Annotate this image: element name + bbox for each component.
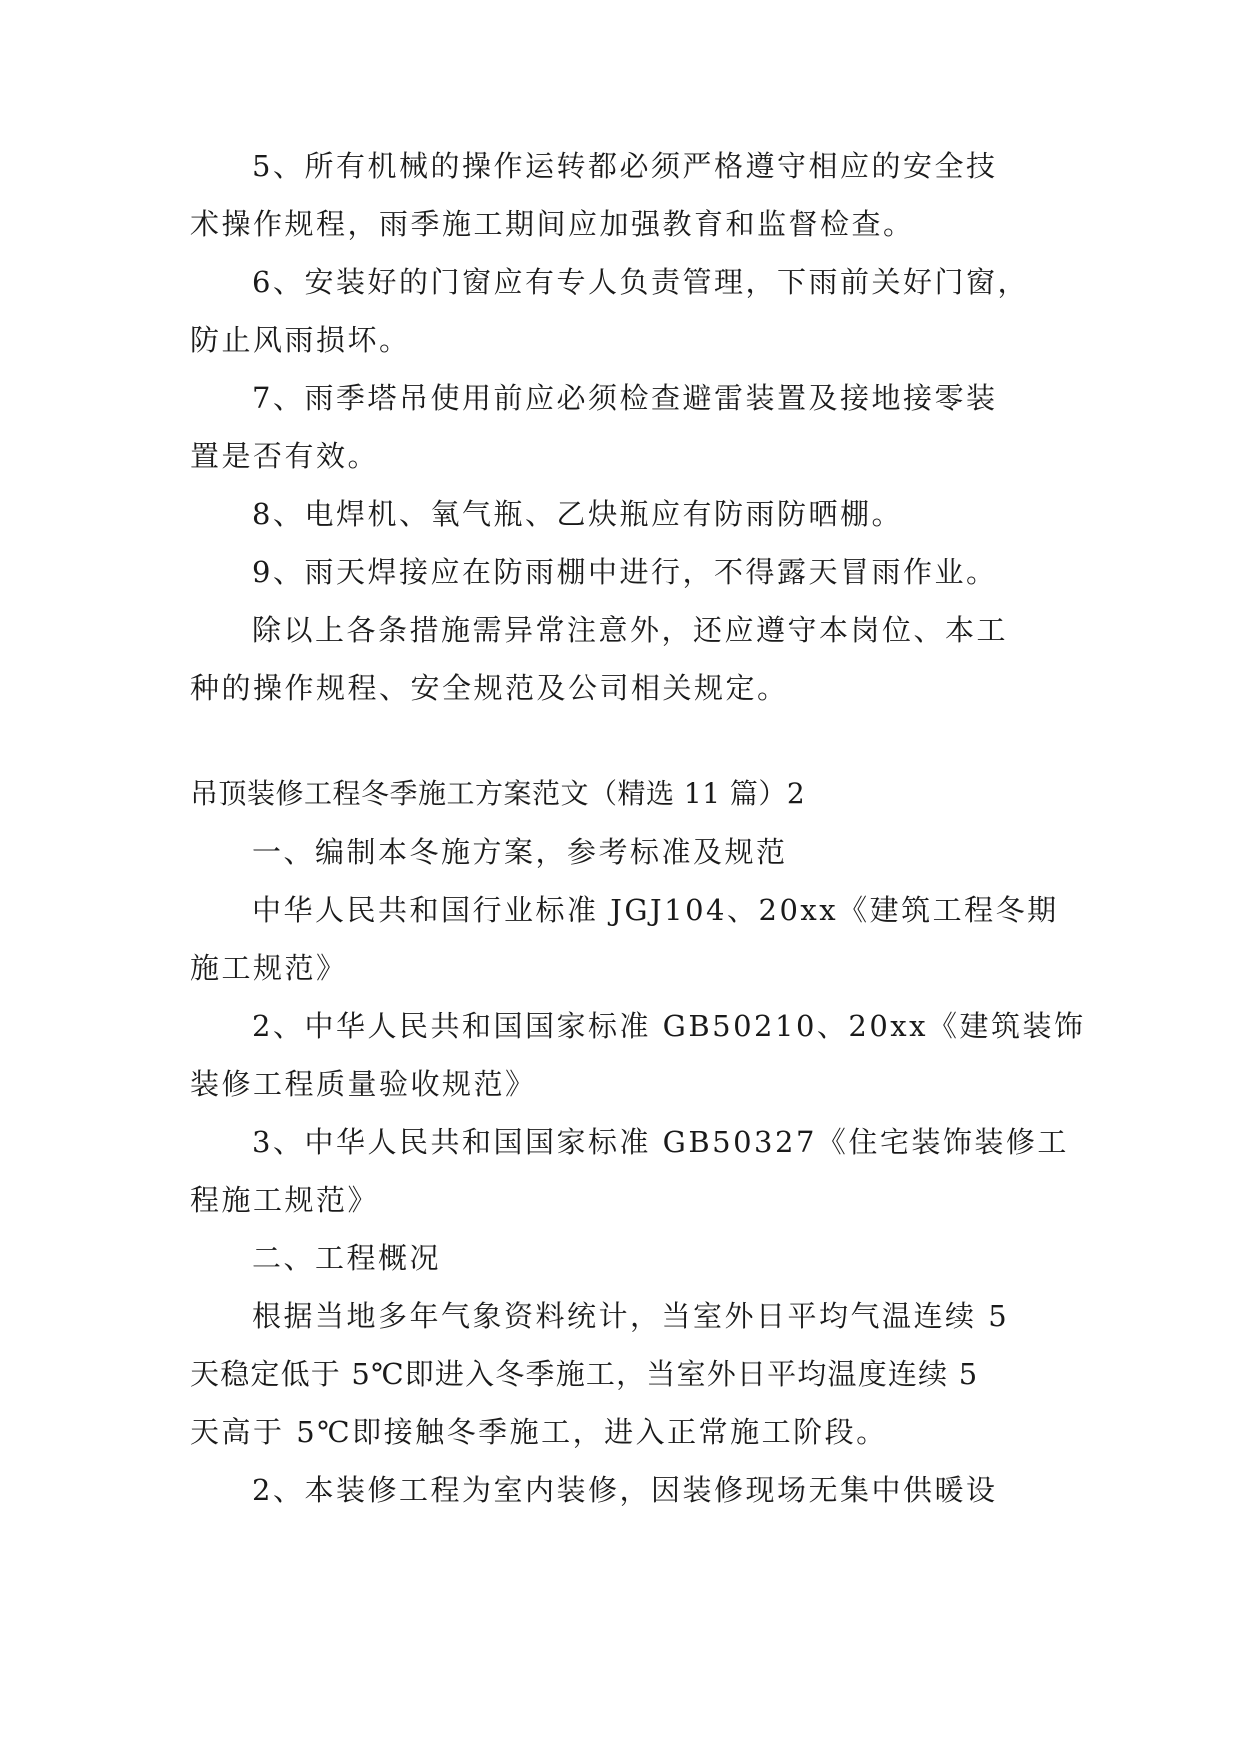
paragraph-line: 6、安装好的门窗应有专人负责管理，下雨前关好门窗， — [252, 265, 1029, 299]
paragraph-line: 天稳定低于 5℃即进入冬季施工，当室外日平均温度连续 5 — [190, 1357, 979, 1391]
paragraph-line: 一、编制本冬施方案，参考标准及规范 — [252, 835, 788, 869]
paragraph-line: 7、雨季塔吊使用前应必须检查避雷装置及接地接零装 — [252, 381, 998, 415]
paragraph-line: 装修工程质量验收规范》 — [190, 1067, 537, 1101]
paragraph-line: 术操作规程，雨季施工期间应加强教育和监督检查。 — [190, 207, 915, 241]
paragraph-line: 5、所有机械的操作运转都必须严格遵守相应的安全技 — [252, 149, 998, 183]
paragraph-line: 除以上各条措施需异常注意外，还应遵守本岗位、本工 — [252, 613, 1009, 647]
paragraph-line: 程施工规范》 — [190, 1183, 380, 1217]
paragraph-line: 二、工程概况 — [252, 1241, 442, 1275]
paragraph-line: 天高于 5℃即接触冬季施工，进入正常施工阶段。 — [190, 1415, 888, 1449]
paragraph-line: 3、中华人民共和国国家标准 GB50327《住宅装饰装修工 — [252, 1125, 1069, 1159]
paragraph-line: 9、雨天焊接应在防雨棚中进行，不得露天冒雨作业。 — [252, 555, 998, 589]
paragraph-line: 种的操作规程、安全规范及公司相关规定。 — [190, 671, 789, 705]
paragraph-line: 2、本装修工程为室内装修，因装修现场无集中供暖设 — [252, 1473, 998, 1507]
paragraph-line: 8、电焊机、氧气瓶、乙炔瓶应有防雨防晒棚。 — [252, 497, 903, 531]
section-title: 吊顶装修工程冬季施工方案范文（精选 11 篇）2 — [190, 777, 806, 810]
paragraph-line: 置是否有效。 — [190, 439, 380, 473]
paragraph-line: 根据当地多年气象资料统计，当室外日平均气温连续 5 — [252, 1299, 1010, 1333]
paragraph-line: 2、中华人民共和国国家标准 GB50210、20xx《建筑装饰 — [252, 1009, 1086, 1043]
paragraph-line: 施工规范》 — [190, 951, 348, 985]
paragraph-line: 防止风雨损坏。 — [190, 323, 411, 357]
paragraph-line: 中华人民共和国行业标准 JGJ104、20xx《建筑工程冬期 — [252, 893, 1059, 927]
